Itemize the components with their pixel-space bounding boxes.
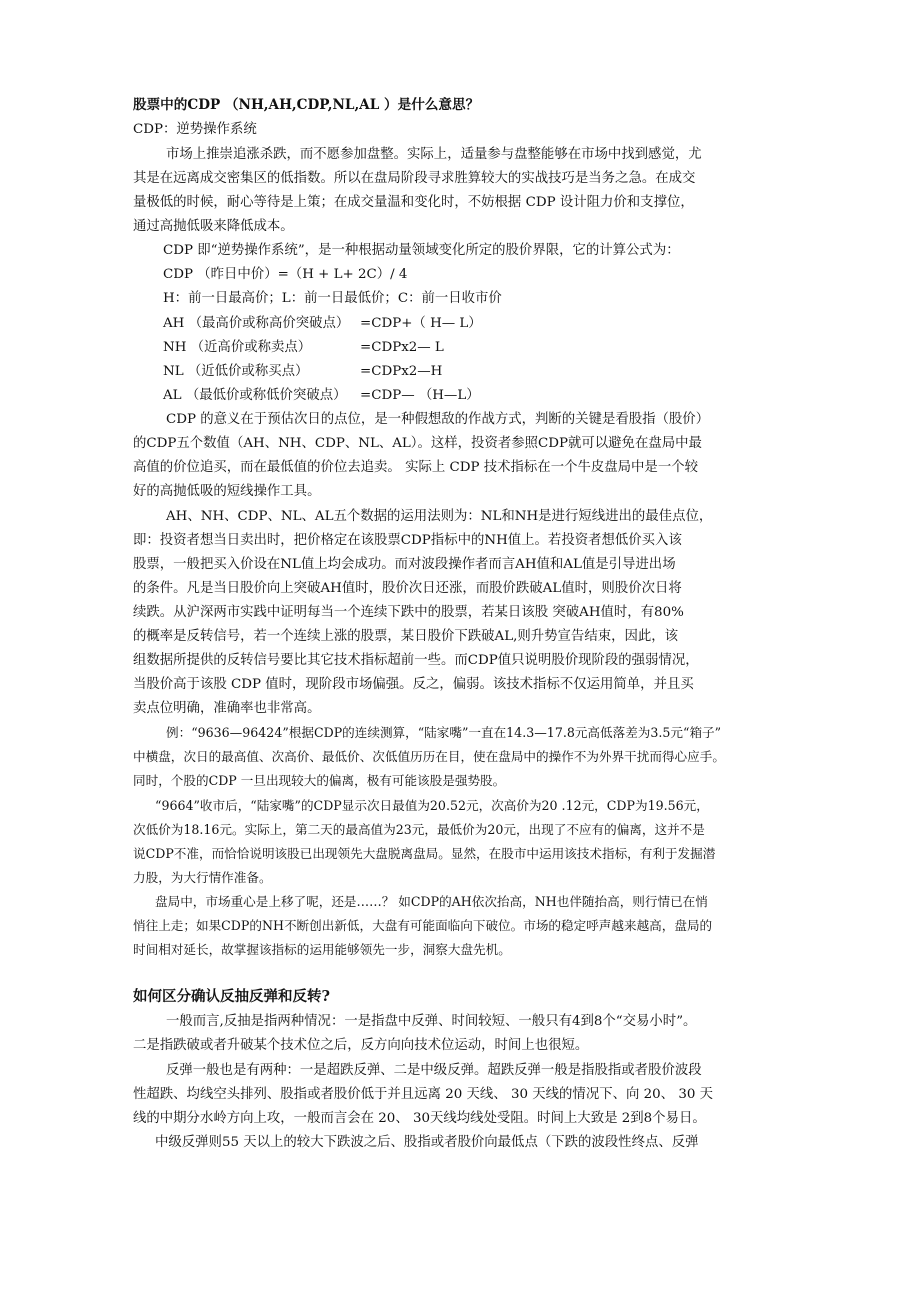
definition-nh (163, 339, 763, 357)
paragraph-line: 组数据所提供的反转信号要比其它技术指标超前一些。而CDP值只说明股价现阶段的强弱情况， (133, 653, 699, 668)
section1-subtitle: CDP：逆势操作系统 (133, 122, 257, 137)
paragraph-line: 一般而言,反抽是指两种情况：一是指盘中反弹、时间较短、一般只有4到8个“交易小时”。 (166, 1014, 697, 1029)
paragraph-line: 悄往上走；如果CDP的NH不断创出新低，大盘有可能面临向下破位。市场的稳定呼声越来越高，盘局的 (133, 918, 713, 933)
paragraph-line: 的条件。凡是当日股价向上突破AH值时，股价次日还涨，而股价跌破AL值时，则股价次日将 (133, 581, 682, 596)
paragraph-line: CDP 的意义在于预估次日的点位，是一种假想敌的作战方式，判断的关键是看股指（股价） (166, 412, 710, 427)
definition-label: NL （近低价或称买点） (163, 364, 309, 379)
paragraph-line: 时间相对延长，故掌握该指标的运用能够领先一步，洞察大盘先机。 (133, 942, 511, 957)
section1-title: 股票中的CDP （NH,AH,CDP,NL,AL ）是什么意思？ (133, 97, 480, 113)
paragraph-line: 的概率是反转信号，若一个连续上涨的股票，某日股价下跌破AL,则升势宣告结束，因此，该 (133, 629, 679, 644)
example-line: 同时，个股的CDP 一旦出现较大的偏离，极有可能该股是强势股。 (133, 773, 506, 788)
paragraph-line: 盘局中，市场重心是上移了呢，还是……？ 如CDP的AH依次抬高，NH也伴随抬高，则行情已在悄 (155, 894, 708, 909)
definition-value: =CDP— （H—L） (360, 388, 480, 403)
paragraph-line: 当股价高于该股 CDP 值时，现阶段市场偏强。反之，偏弱。该技术指标不仅运用简单，并且买 (133, 677, 694, 692)
paragraph-line: 中级反弹则55 天以上的较大下跌波之后、股指或者股价向最低点（下跌的波段性终点、反弹 (155, 1135, 699, 1150)
definition-value: =CDPx2—H (360, 364, 443, 379)
paragraph-line: 二是指跌破或者升破某个技术位之后，反方向向技术位运动，时间上也很短。 (133, 1038, 589, 1053)
paragraph-line: 量极低的时候，耐心等待是上策；在成交量温和变化时，不妨根据 CDP 设计阻力价和支撑位， (133, 195, 694, 210)
paragraph-line: AH、NH、CDP、NL、AL五个数据的运用法则为：NL和NH是进行短线进出的最佳点位， (166, 509, 713, 524)
paragraph-line: 线的中期分水岭方向上攻，一般而言会在 20、 30天线均线处受阻。时间上大致是 2到8个易日。 (133, 1111, 706, 1126)
definition-label: AH （最高价或称高价突破点） (163, 316, 350, 331)
paragraph-line: 即：投资者想当日卖出时，把价格定在该股票CDP指标中的NH值上。若投资者想低价买入该 (133, 533, 682, 548)
section2-title: 如何区分确认反抽反弹和反转? (133, 988, 330, 1005)
definition-al (163, 387, 763, 405)
definition-label: NH （近高价或称卖点） (163, 340, 312, 355)
paragraph-line: 高值的价位追买，而在最低值的价位去追卖。 实际上 CDP 技术指标在一个牛皮盘局中是一个较 (133, 460, 698, 475)
paragraph-line: 市场上推崇追涨杀跌，而不愿参加盘整。实际上，适量参与盘整能够在市场中找到感觉，尤 (166, 147, 702, 162)
definition-nl (163, 363, 763, 381)
paragraph-line: 的CDP五个数值（AH、NH、CDP、NL、AL）。这样，投资者参照CDP就可以避免在盘局中最 (133, 436, 702, 451)
paragraph-line: 卖点位明确，准确率也非常高。 (133, 701, 321, 716)
example-line: 中横盘，次日的最高值、次高价、最低价、次低值历历在目，使在盘局中的操作不为外界干扰而得心应手。 (133, 749, 725, 764)
definition-value: =CDPx2— L (360, 340, 444, 355)
definition-label: AL （最低价或称低价突破点） (163, 388, 347, 403)
paragraph-line: 好的高抛低吸的短线操作工具。 (133, 484, 321, 499)
paragraph-line: 续跌。从沪深两市实践中证明每当一个连续下跌中的股票，若某日该股 突破AH值时，有80% (133, 605, 684, 620)
formula: CDP （昨日中价）=（H + L+ 2C）/ 4 (163, 267, 408, 282)
paragraph-line: 性超跌、均线空头排列、股指或者股价低于并且远离 20 天线、 30 天线的情况下、向 20、 30 天 (133, 1087, 714, 1102)
paragraph-line: 其是在远离成交密集区的低指数。所以在盘局阶段寻求胜算较大的实战技巧是当务之急。在成交 (133, 171, 696, 186)
paragraph-line: 反弹一般也是有两种：一是超跌反弹、二是中级反弹。超跌反弹一般是指股指或者股价波段 (166, 1063, 702, 1078)
definition-ah (163, 315, 763, 333)
example-line: 次低价为18.16元。实际上，第二天的最高值为23元，最低价为20元，出现了不应有的偏离，这并不是 (133, 822, 705, 837)
definition-value: =CDP+（ H— L） (360, 316, 482, 331)
formula-legend: H：前一日最高价；L：前一日最低价；C：前一日收市价 (163, 291, 502, 306)
paragraph-line: 股票，一般把买入价设在NL值上均会成功。而对波段操作者而言AH值和AL值是引导进出场 (133, 557, 676, 572)
example-line: “9664”收市后，“陆家嘴”的CDP显示次日最值为20.52元，次高价为20 .12元，CDP为19.56元， (155, 798, 709, 813)
example-line: 力股，为大行情作准备。 (133, 870, 272, 885)
paragraph-line: 通过高抛低吸来降低成本。 (133, 219, 294, 234)
example-line: 例：“9636—96424”根据CDP的连续测算，“陆家嘴”一直在14.3—17.8元高低落差为3.5元“箱子” (166, 725, 722, 740)
formula-intro: CDP 即“逆势操作系统”，是一种根据动量领域变化所定的股价界限，它的计算公式为： (163, 243, 680, 258)
example-line: 说CDP不准，而恰恰说明该股已出现领先大盘脱离盘局。显然，在股市中运用该技术指标，有利于发掘潜 (133, 846, 716, 861)
